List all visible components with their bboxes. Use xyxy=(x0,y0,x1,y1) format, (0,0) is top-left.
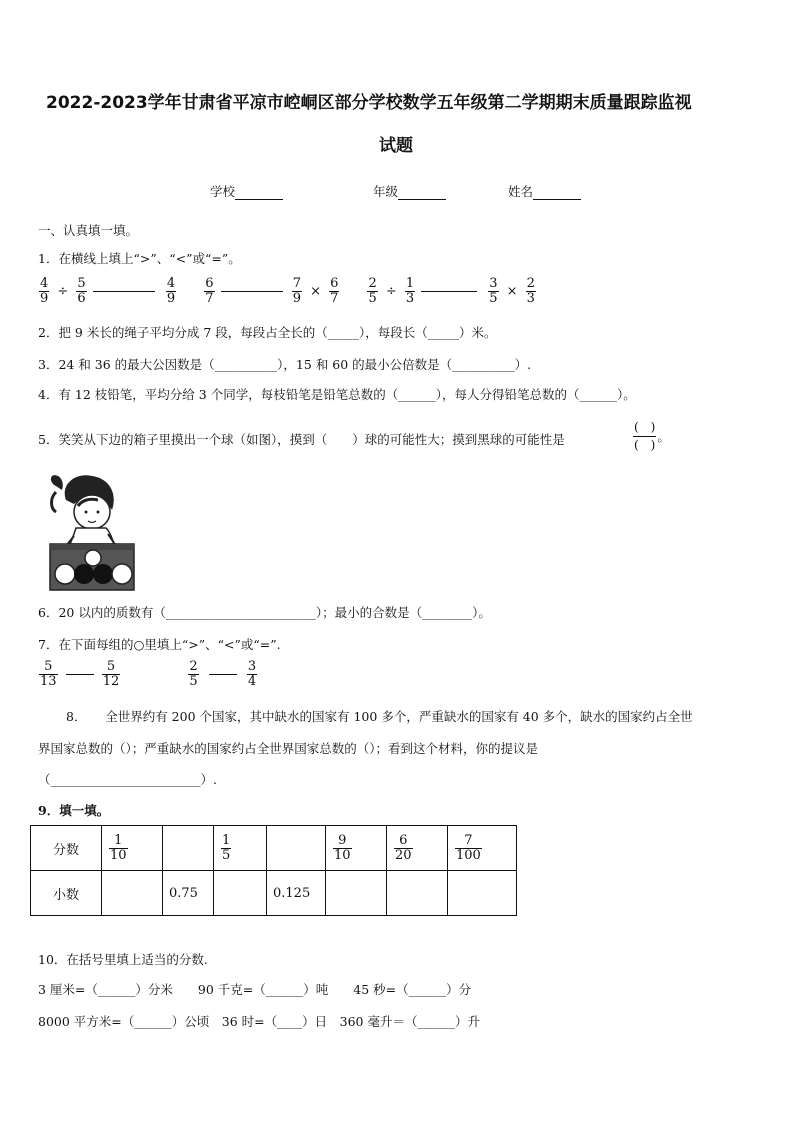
question-7-row xyxy=(38,660,258,689)
question-10-text: 10．在括号里填上适当的分数. xyxy=(38,952,208,967)
fraction: $\frac{5}{13}$ xyxy=(40,659,57,689)
fraction: $\frac{7}{9}$ xyxy=(292,276,301,306)
operator: ÷ xyxy=(57,284,69,299)
operator: ÷ xyxy=(385,284,397,299)
row-label: 分数 xyxy=(31,826,102,871)
table-cell[interactable]: 0.125 xyxy=(267,871,326,916)
operator: × xyxy=(506,284,518,299)
name-label: 姓名 xyxy=(508,184,534,199)
name-field[interactable] xyxy=(508,182,581,200)
fraction: $\frac{4}{9}$ xyxy=(166,276,176,306)
grade-label: 年级 xyxy=(373,184,399,199)
fraction: $\frac{1}{3}$ xyxy=(405,276,415,306)
table-cell[interactable]: $\frac{9}{10}$ xyxy=(326,826,387,871)
school-field[interactable] xyxy=(210,182,283,200)
table-row xyxy=(31,871,517,916)
table-cell[interactable] xyxy=(163,826,214,871)
answer-blank[interactable] xyxy=(93,291,155,292)
school-label: 学校 xyxy=(210,184,236,199)
table-cell[interactable]: 0.75 xyxy=(163,871,214,916)
answer-blank[interactable] xyxy=(66,674,94,675)
question-8-line1: 8． 全世界约有 200 个国家，其中缺水的国家有 100 多个，严重缺水的国家有 40 多个，缺水的国家约占全世 xyxy=(66,709,693,724)
fraction: $\frac{4}{9}$ xyxy=(40,276,49,306)
question-9-text: 9．填一填。 xyxy=(38,803,110,818)
fraction: $\frac{3}{5}$ xyxy=(489,276,498,306)
table-row xyxy=(31,826,517,871)
question-5-text: 5．笑笑从下边的箱子里摸出一个球（如图），摸到（ ）球的可能性大；摸到黑球的可能性是 xyxy=(38,432,565,447)
question-2: 2．把 9 米长的绳子平均分成 7 段，每段占全长的（_____），每段长（_____）米。 xyxy=(38,325,497,340)
fraction: $\frac{6}{7}$ xyxy=(330,276,339,306)
question-10-line1: 3 厘米=（______）分米 90 千克=（______）吨 45 秒=（______）分 xyxy=(38,982,472,997)
question-6: 6．20 以内的质数有（________________________）；最小的合数是（________）。 xyxy=(38,605,491,620)
grade-blank[interactable] xyxy=(398,184,446,200)
question-5-fraction[interactable]: $\frac{( )}{( )}$ 。 xyxy=(634,420,670,452)
row-label: 小数 xyxy=(31,871,102,916)
question-1-text: 1．在横线上填上“>”、“<”或“=”。 xyxy=(38,251,241,266)
fraction: $\frac{2}{3}$ xyxy=(526,276,535,306)
table-cell[interactable] xyxy=(267,826,326,871)
operator: × xyxy=(310,284,321,299)
name-blank[interactable] xyxy=(533,184,581,200)
school-blank[interactable] xyxy=(235,184,283,200)
section-heading: 一、认真填一填。 xyxy=(38,223,139,238)
answer-blank[interactable] xyxy=(421,291,477,292)
question-10-line2: 8000 平方米=（______）公顷 36 时=（____）日 360 毫升＝（______）升 xyxy=(38,1014,480,1029)
page-title-line2: 试题 xyxy=(379,136,413,156)
fraction-decimal-table xyxy=(30,825,517,916)
table-cell[interactable]: $\frac{1}{10}$ xyxy=(102,826,163,871)
grade-field[interactable] xyxy=(373,182,446,200)
table-cell[interactable]: $\frac{7}{100}$ xyxy=(448,826,517,871)
fraction: $\frac{2}{5}$ xyxy=(368,276,377,306)
question-8-line3: （________________________）. xyxy=(38,772,217,787)
table-cell[interactable] xyxy=(448,871,517,916)
question-3: 3．24 和 36 的最大公因数是（__________），15 和 60 的最小公倍数是（__________）. xyxy=(38,357,532,372)
table-cell[interactable] xyxy=(326,871,387,916)
fraction: $\frac{5}{6}$ xyxy=(77,276,86,306)
table-cell[interactable]: $\frac{6}{20}$ xyxy=(387,826,448,871)
question-1-row xyxy=(38,277,537,306)
fraction: $\frac{5}{12}$ xyxy=(102,659,120,689)
girl-with-ball-box-illustration xyxy=(46,470,138,594)
question-7-text: 7．在下面每组的○里填上“>”、“<”或“=”. xyxy=(38,637,281,652)
fraction: $\frac{3}{4}$ xyxy=(247,659,257,689)
answer-blank[interactable] xyxy=(221,291,283,292)
table-cell[interactable] xyxy=(387,871,448,916)
table-cell[interactable] xyxy=(214,871,267,916)
table-cell[interactable]: $\frac{1}{5}$ xyxy=(214,826,267,871)
question-8-line2: 界国家总数的（）；严重缺水的国家约占全世界国家总数的（）；看到这个材料，你的提议是 xyxy=(38,741,539,756)
answer-blank[interactable] xyxy=(209,674,237,675)
fraction: $\frac{2}{5}$ xyxy=(189,659,198,689)
question-4: 4．有 12 枝铅笔，平均分给 3 个同学，每枝铅笔是铅笔总数的（______），每人分得铅笔总数的（______）。 xyxy=(38,387,636,402)
fraction: $\frac{6}{7}$ xyxy=(205,276,214,306)
page-title: 2022-2023学年甘肃省平凉市崆峒区部分学校数学五年级第二学期期末质量跟踪监视 xyxy=(46,93,692,113)
table-cell[interactable] xyxy=(102,871,163,916)
